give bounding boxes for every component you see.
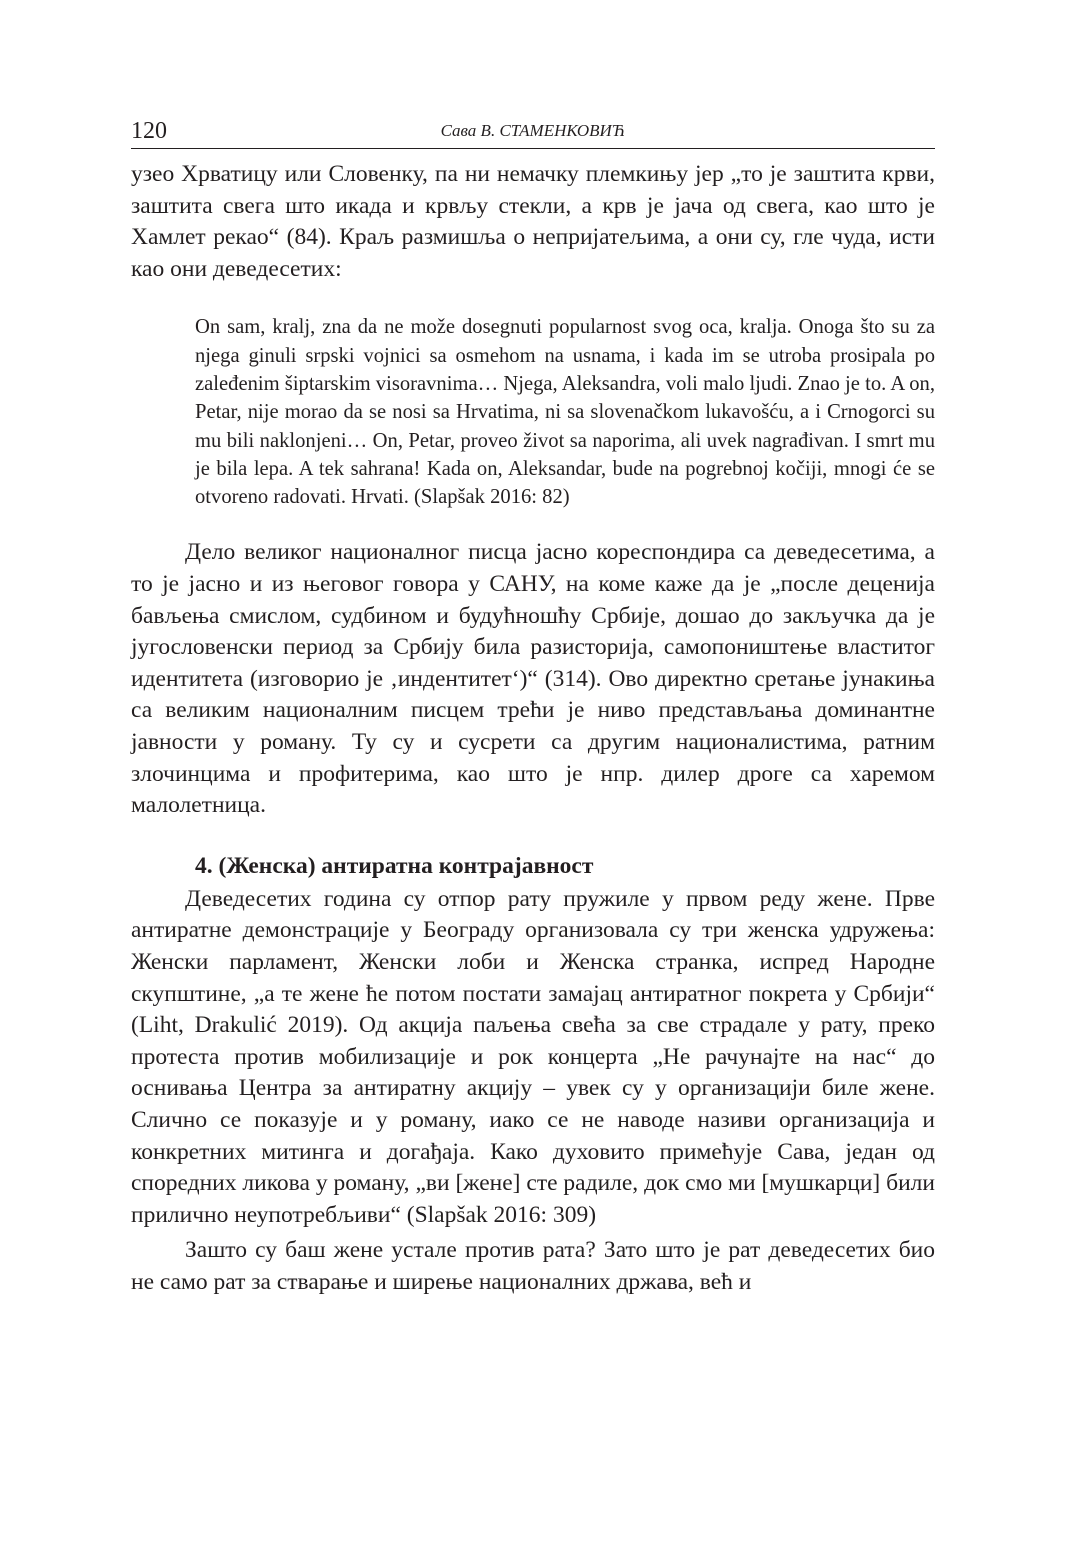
body-paragraph-4: Зашто су баш жене устале против рата? Зато што је рат деведесетих био не само рат за стварање и ширење националних држава, већ и xyxy=(131,1237,935,1295)
block-quote: On sam, kralj, zna da ne može dosegnuti popularnost svog oca, kralja. Onoga što su za njega ginuli srpski vojnici sa osmehom na usnama, i kada im se utroba prosipala po zaleđenim šiptarskim visoravnima… Njega, Aleksandra, voli malo ljudi. Znao je to. A on, Petar, nije morao da se nosi sa Hrvatima, ni sa slovenačkom lukavošću, a i Crnogorci su mu bili naklonjeni… On, Petar, proveo život sa naporima, ali uvek nagrađivan. I smrt mu je bila lepa. A tek sahrana! Kada on, Aleksandar, bude na pogrebnoj kočiji, mnogi će se otvoreno radovati. Hrvati. (Slapšak 2016: 82) xyxy=(195,316,935,509)
running-header xyxy=(131,112,935,149)
page-number: 120 xyxy=(131,118,167,144)
body-paragraph-3: Деведесетих година су отпор рату пружиле у првом реду жене. Прве антиратне демонстрације у Београду организовала су три женска удружења: Женски парламент, Женски лоби и Женска странка, испред Народне скупштине, „а те жене ће потом постати замајац антиратног покрета у Србији“ (Liht, Drakulić 2019). Од акција паљења свећа за све страдале у рату, преко протеста против мобилизације и рок концерта „Не рачунајте на нас“ до оснивања Центра за антиратну акцију – увек су у организацији биле жене. Слично се показује и у роману, иако се не наводе називи организација и конкретних митинга и догађаја. Како духовито примећује Сава, један од споредних ликова у роману, „ви [жене] сте радиле, док смо ми [мушкарци] били прилично неупотребљиви“ (Slapšak 2016: 309) xyxy=(131,885,935,1228)
body-paragraph-2: Дело великог националног писца јасно кореспондира са деведесетима, а то је јасно и из његовог говора у САНУ, на коме каже да је „после деценија бављења смислом, судбином и будућношћу Србије, дошао до закључка да је југословенски период за Србију била разисторија, самопоништење властитог идентитета (изговорио је ‚индентитет‘)“ (314). Ово директно сретање јунакиња са великим националним писцем трећи је ниво представљања доминантне јавности у роману. Ту су и сусрети са другим националистима, ратним злочинцима и профитерима, као што је нпр. дилер дроге са харемом малолетница. xyxy=(131,539,935,819)
running-title: Сава В. СТАМЕНКОВИЋ xyxy=(440,121,626,140)
book-page xyxy=(131,112,935,1299)
body-paragraph-1: узео Хрватицу или Словенку, па ни немачку племкињу јер „то је заштита крви, заштита свега што икада и крвљу стекли, а крв је јача од свега, као што је Хамлет рекао“ (84). Краљ размишља о непријатељима, а они су, гле чуда, исти као они деведесетих: xyxy=(131,161,935,282)
section-heading: 4. (Женска) антиратна контрајавност xyxy=(195,852,594,879)
